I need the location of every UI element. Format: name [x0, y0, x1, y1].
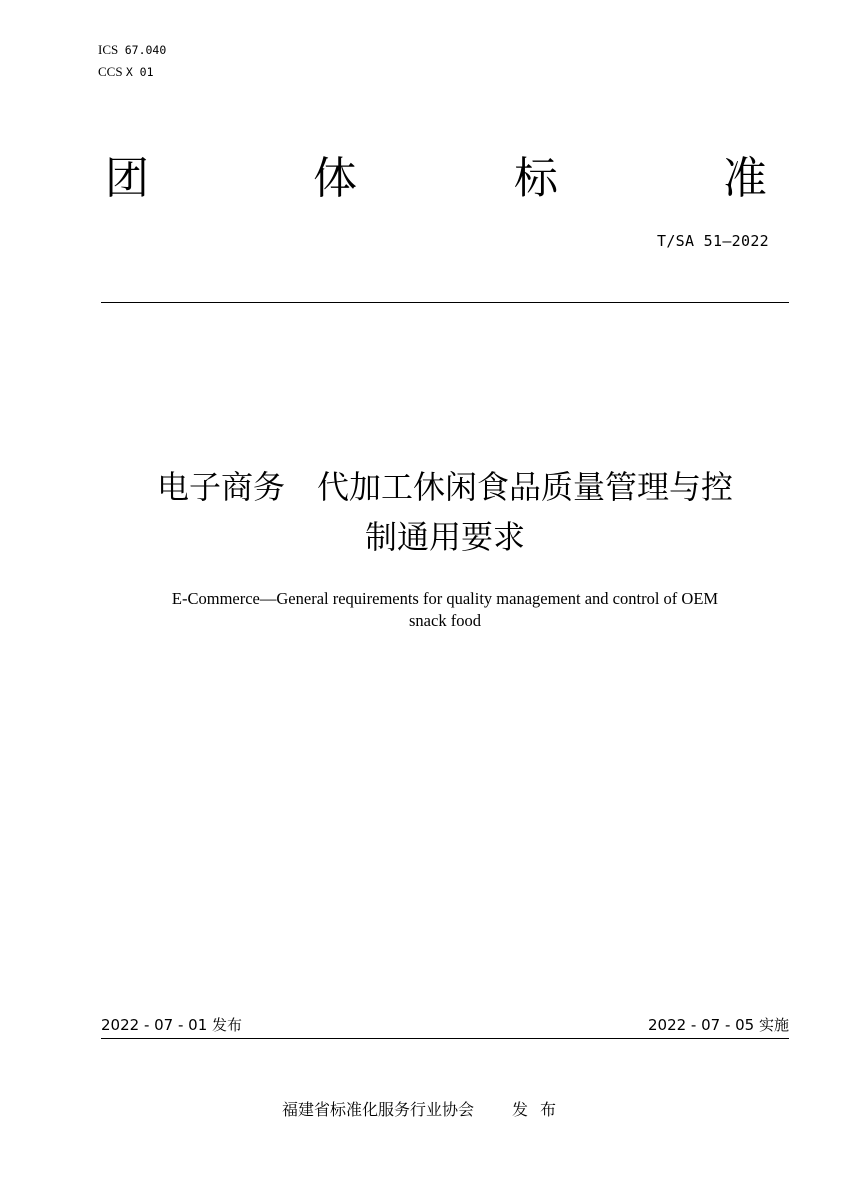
ccs-code: X 01: [125, 65, 154, 79]
chinese-title-line-2: 制通用要求: [364, 518, 525, 556]
english-title: [101, 588, 789, 632]
standard-number: T/SA 51—2022: [657, 232, 769, 250]
chinese-title-part-b: 代加工休闲食品质量管理与控: [317, 468, 734, 506]
header-char-ti: 体: [313, 153, 357, 204]
english-title-line-1: E-Commerce—General requirements for quality management and control of OEM: [171, 589, 719, 608]
header-char-tuan: 团: [105, 153, 149, 204]
english-title-line-2: snack food: [409, 611, 481, 630]
ics-code-line: [98, 42, 166, 58]
header-divider: [101, 302, 789, 303]
ics-code: 67.040: [124, 43, 167, 57]
implement-date: 2022 - 07 - 05 实施: [647, 1016, 789, 1034]
footer-divider: [101, 1038, 789, 1039]
chinese-title-line-1: [101, 462, 789, 512]
ccs-label: CCS: [98, 64, 123, 79]
ccs-code-line: [98, 64, 154, 80]
publisher-action: 发布: [512, 1100, 569, 1119]
chinese-title-part-a: 电子商务: [156, 468, 285, 506]
chinese-title: [101, 462, 789, 562]
ics-label: ICS: [98, 42, 119, 57]
publisher-name: 福建省标准化服务行业协会: [281, 1100, 474, 1119]
publisher-line: [0, 1098, 850, 1122]
publish-date: 2022 - 07 - 01 发布: [101, 1016, 243, 1034]
header-char-biao: 标: [514, 153, 558, 204]
header-char-zhun: 准: [723, 153, 767, 204]
